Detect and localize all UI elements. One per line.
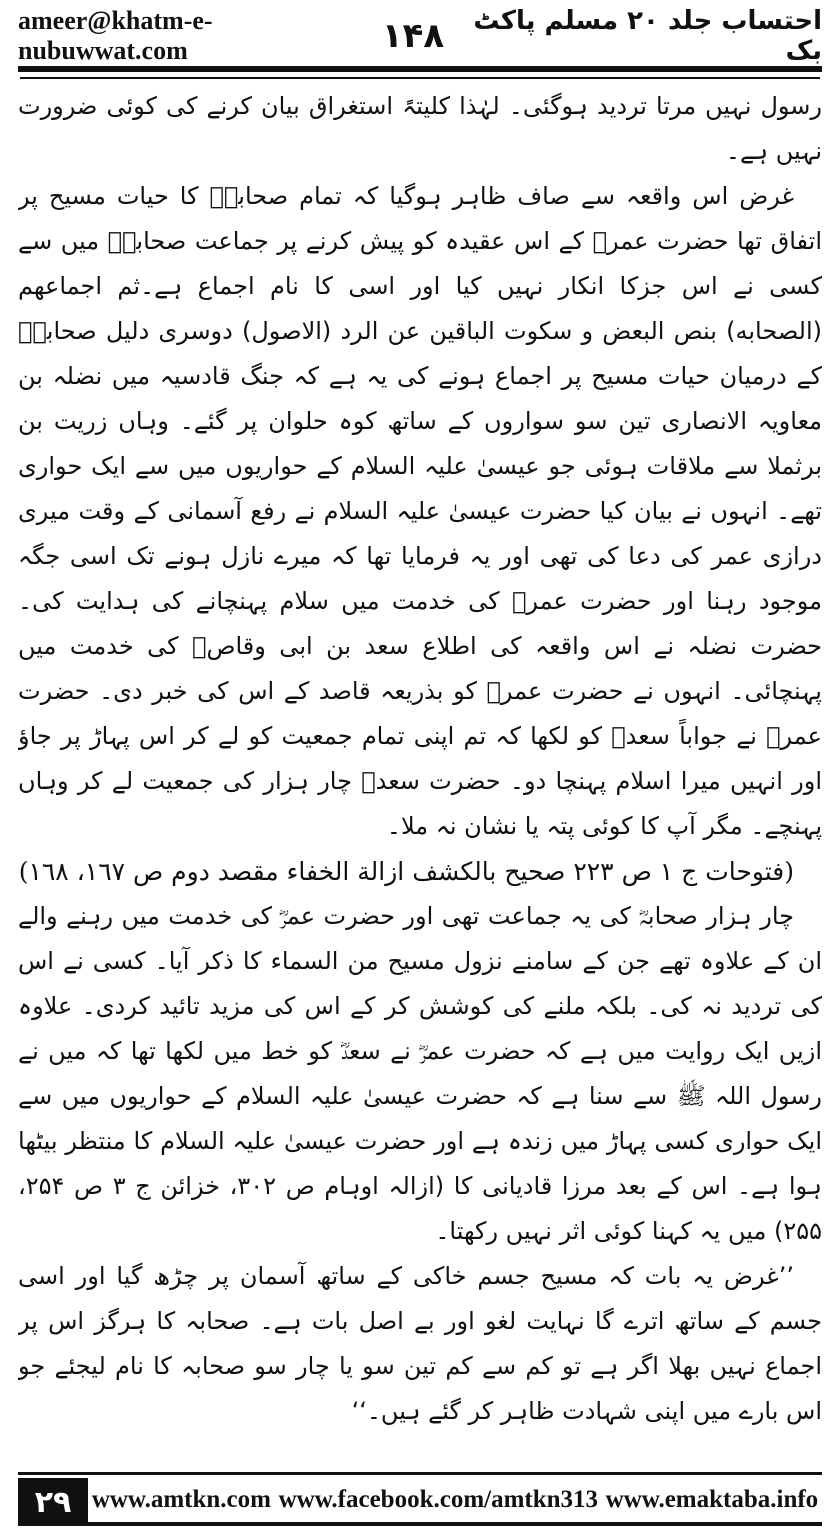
paragraph-2: غرض اس واقعہ سے صاف ظاہر ہوگیا کہ تمام صحابہؓ کا حیات مسیح پر اتفاق تھا حضرت عمرؓ کے اس عقیدہ کو پیش کرنے پر جماعت صحابہؓ میں سے کسی نے اس جزکا انکار نہیں کیا اور اسی کا نام اجماع ہے۔ثم اجماعهم (الصحابه) بنص البعض و سكوت الباقين عن الرد (الاصول) دوسری دلیل صحابہؓ کے درمیان حیات مسیح پر اجماع ہونے کی یہ ہے کہ جنگ قادسیہ میں نضلہ بن معاویہ الانصاری تین سو سواروں کے ساتھ کوہ حلوان پر گئے۔ وہاں زریت بن برثملا سے ملاقات ہوئی جو عیسیٰ علیہ السلام کے حواریوں میں سے ایک حواری تھے۔ انہوں نے بیان کیا حضرت عیسیٰ علیہ السلام نے رفع آسمانی کے وقت میری درازی عمر کی دعا کی تھی اور یہ فرمایا تھا کہ میرے نازل ہونے تک اسی جگہ موجود رہنا اور حضرت عمرؓ کی خدمت میں سلام پہنچانے کی ہدایت کی۔ حضرت نضلہ نے اس واقعہ کی اطلاع سعد بن ابی وقاصؓ کی خدمت میں پہنچائی۔ انہوں نے حضرت عمرؓ کو بذریعہ قاصد کے اس کی خبر دی۔ حضرت عمرؓ نے جواباً سعدؓ کو لکھا کہ تم اپنی تمام جمعیت کو لے کر اس پہاڑ پر جاؤ اور انہیں میرا اسلام پہنچا دو۔ حضرت سعدؓ چار ہزار کی جمعیت لے کر وہاں پہنچے۔ مگر آپ کا کوئی پتہ یا نشان نہ ملا۔ (18, 182, 822, 840)
citation-paragraph: (فتوحات ج ۱ ص ۲۲۳ صحیح بالکشف ازالة الخفاء مقصد دوم ص ١٦٧، ١٦٨) (18, 857, 794, 886)
page-footer (18, 1478, 822, 1526)
page-header (18, 6, 822, 66)
header-rule (18, 66, 822, 72)
footer-links (88, 1478, 822, 1526)
header-book-title: احتساب جلد ۲۰ مسلم پاکٹ بک (473, 6, 822, 66)
page-body (18, 84, 822, 1436)
paragraph-4: چار ہزار صحابہؓ کی یہ جماعت تھی اور حضرت عمرؓ کی خدمت میں رہنے والے ان کے علاوہ تھے جن کے سامنے نزول مسیح من السماء کا ذکر آیا۔ کسی نے اس کی تردید نہ کی۔ بلکہ ملنے کی کوشش کر کے اس کی مزید تائید کردی۔ علاوہ ازیں ایک روایت میں ہے کہ حضرت عمرؓ نے سعدؓ کو خط میں لکھا تھا کہ میں نے رسول اللہ ﷺ سے سنا ہے کہ حضرت عیسیٰ علیہ السلام کے حواریوں میں سے ایک حواری کسی پہاڑ میں زندہ ہے اور حضرت عیسیٰ علیہ السلام کا منتظر بیٹھا ہوا ہے۔ اس کے بعد مرزا قادیانی کا (ازالہ اوہام ص ۳۰۲، خزائن ج ۳ ص ۲۵۴، ۲۵۵) میں یہ کہنا کوئی اثر نہیں رکھتا۔ (18, 902, 822, 1245)
header-left (18, 6, 444, 66)
footer-rule (18, 1472, 822, 1475)
paragraph-1: رسول نہیں مرتا تردید ہوگئی۔ لہٰذا کلیتہً استغراق بیان کرنے کی کوئی ضرورت نہیں ہے۔ (18, 92, 822, 165)
paragraph-6 (18, 1434, 822, 1436)
footer-page-number: ۲۹ (18, 1478, 88, 1526)
footer-link-emaktaba[interactable]: www.emaktaba.info (605, 1486, 819, 1513)
header-page-number: ۱۴۸ (381, 16, 445, 56)
quote-paragraph: ’’غرض یہ بات کہ مسیح جسم خاکی کے ساتھ آسمان پر چڑھ گیا اور اسی جسم کے ساتھ اترے گا نہایت لغو اور بے اصل بات ہے۔ صحابہ کا ہرگز اس پر اجماع نہیں بھلا اگر ہے تو کم سے کم تین سو یا چار سو صحابہ کا نام لیجئے جو اس بارے میں اپنی شہادت ظاہر کر گئے ہیں۔‘‘ (18, 1262, 822, 1425)
header-email: ameer@khatm-e-nubuwwat.com (18, 6, 213, 65)
footer-link-facebook[interactable]: www.facebook.com/amtkn313 (278, 1486, 599, 1513)
footer-link-amtkn[interactable]: www.amtkn.com (91, 1486, 271, 1513)
